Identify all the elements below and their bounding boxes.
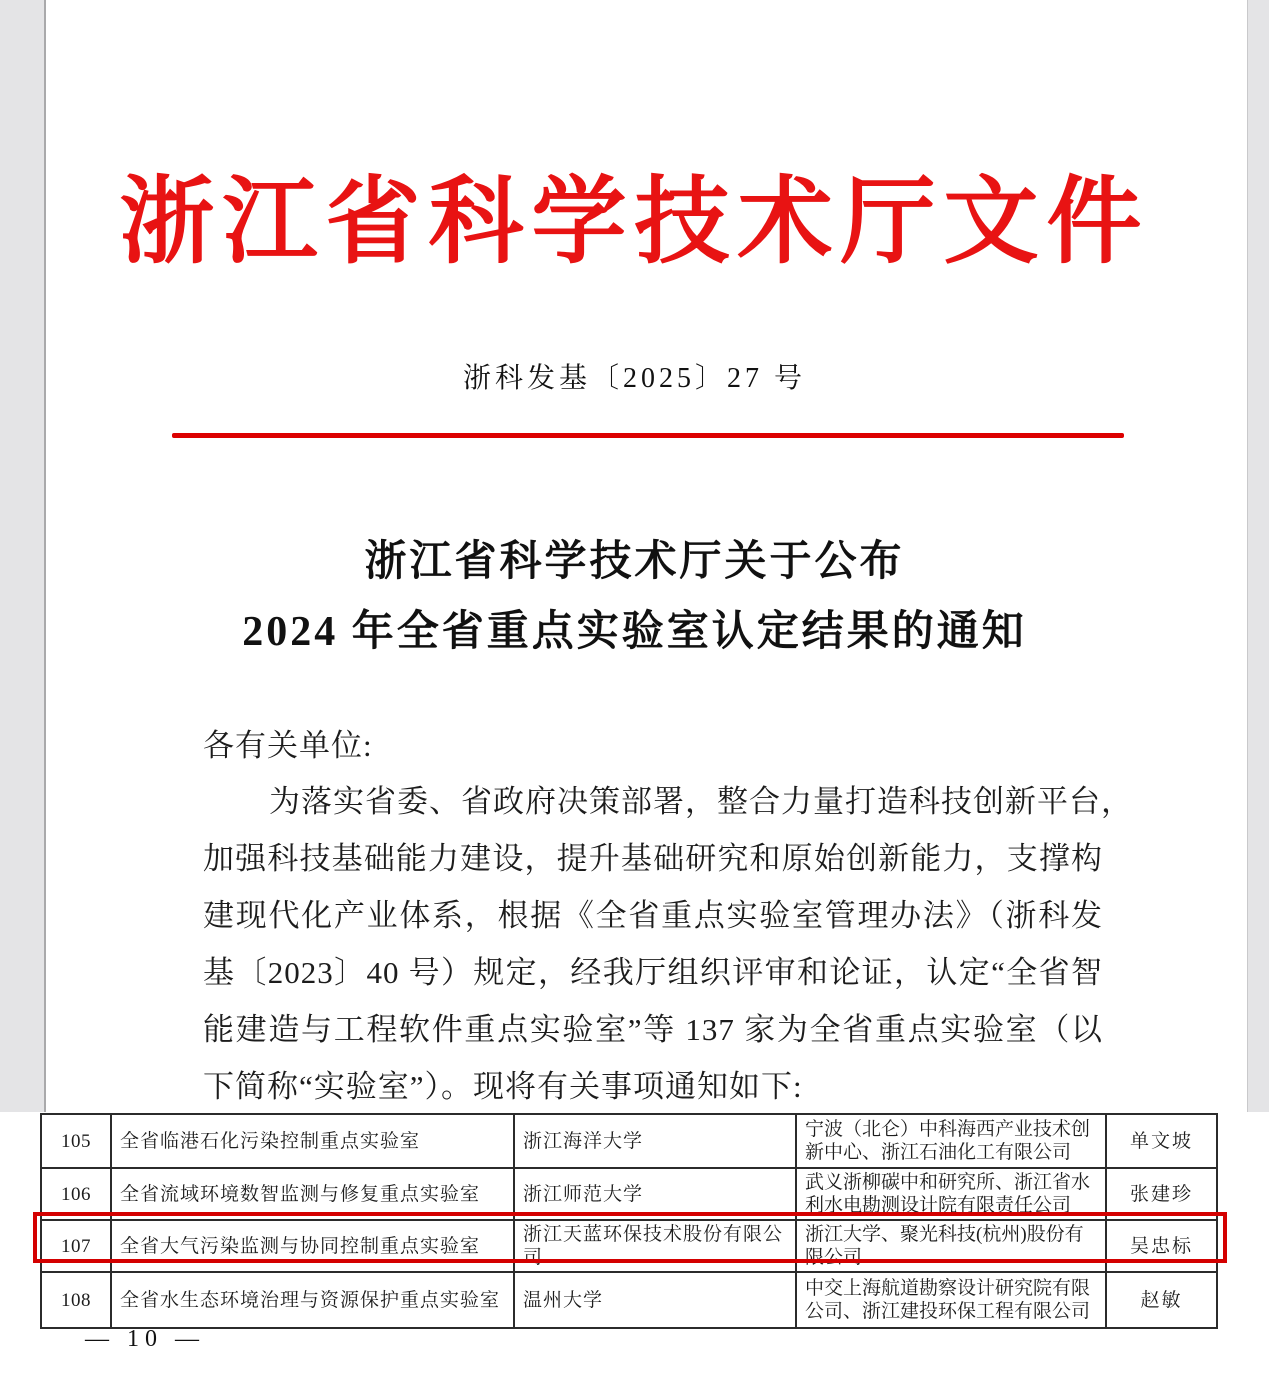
institution-cell: 浙江天蓝环保技术股份有限公司 [514, 1220, 796, 1272]
body-paragraph [203, 780, 1133, 1122]
row-number-cell: 105 [41, 1114, 111, 1168]
body-line: 能建造与工程软件重点实验室”等 137 家为全省重点实验室（以 [203, 1012, 1103, 1047]
row-number-cell: 106 [41, 1168, 111, 1220]
director-cell: 张建珍 [1106, 1168, 1217, 1220]
institution-cell: 浙江海洋大学 [514, 1114, 796, 1168]
table-row-105 [41, 1114, 1217, 1168]
table-row-108 [41, 1272, 1217, 1328]
lab-name-cell: 全省临港石化污染控制重点实验室 [111, 1114, 514, 1168]
notice-title-line-2: 2024 年全省重点实验室认定结果的通知 [242, 609, 1027, 655]
body-line: 加强科技基础能力建设，提升基础研究和原始创新能力，支撑构 [203, 841, 1103, 876]
lab-results-table [40, 1113, 1218, 1329]
director-cell: 吴忠标 [1106, 1220, 1217, 1272]
partners-cell: 浙江大学、聚光科技(杭州)股份有限公司 [796, 1220, 1106, 1272]
director-cell: 单文坡 [1106, 1114, 1217, 1168]
institution-cell: 温州大学 [514, 1272, 796, 1328]
table-row-106 [41, 1168, 1217, 1220]
letterhead-title: 浙江省科学技术厅文件 [119, 169, 1150, 275]
document-number: 浙科发基〔2025〕27 号 [462, 363, 806, 394]
body-line: 建现代化产业体系，根据《全省重点实验室管理办法》（浙科发 [203, 898, 1103, 933]
partners-cell: 中交上海航道勘察设计研究院有限公司、浙江建投环保工程有限公司 [796, 1272, 1106, 1328]
partners-cell: 宁波（北仑）中科海西产业技术创新中心、浙江石油化工有限公司 [796, 1114, 1106, 1168]
letterhead-red-rule [172, 433, 1124, 438]
partners-cell: 武义浙柳碳中和研究所、浙江省水利水电勘测设计院有限责任公司 [796, 1168, 1106, 1220]
body-line: 基〔2023〕40 号）规定，经我厅组织评审和论证，认定“全省智 [203, 955, 1103, 990]
lab-name-cell: 全省水生态环境治理与资源保护重点实验室 [111, 1272, 514, 1328]
director-cell: 赵敏 [1106, 1272, 1217, 1328]
lab-name-cell: 全省大气污染监测与协同控制重点实验室 [111, 1220, 514, 1272]
salutation: 各有关单位: [203, 728, 373, 763]
notice-title-line-1: 浙江省科学技术厅关于公布 [364, 539, 905, 585]
row-number-cell: 108 [41, 1272, 111, 1328]
lab-results-table-wrap [40, 1113, 1218, 1329]
body-line: 下简称“实验室”）。现将有关事项通知如下: [203, 1069, 803, 1104]
page-number: — 10 — [85, 1326, 205, 1352]
lab-name-cell: 全省流域环境数智监测与修复重点实验室 [111, 1168, 514, 1220]
table-row-107-highlighted [41, 1220, 1217, 1272]
institution-cell: 浙江师范大学 [514, 1168, 796, 1220]
body-line: 为落实省委、省政府决策部署，整合力量打造科技创新平台， [269, 784, 1133, 819]
row-number-cell: 107 [41, 1220, 111, 1272]
